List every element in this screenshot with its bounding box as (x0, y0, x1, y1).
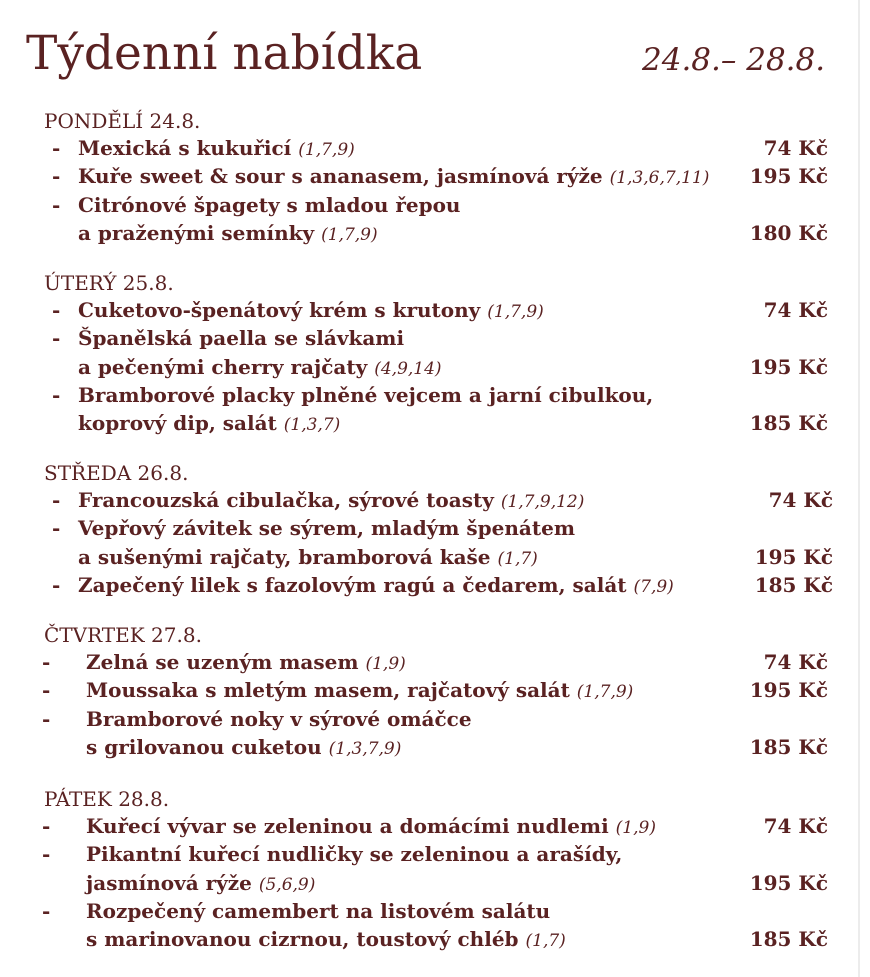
menu-item-line (86, 840, 622, 868)
menu-item-price: 195 Kč (754, 544, 833, 569)
menu-item-line (78, 381, 653, 409)
menu-item-price: 185 Kč (749, 927, 828, 952)
menu-item-line (78, 191, 460, 219)
item-dash: - (52, 298, 61, 322)
menu-item-name: Zelná se uzeným masem (86, 650, 359, 674)
item-dash: - (42, 650, 51, 674)
menu-item-line (78, 409, 340, 439)
day-heading: PONDĚLÍ 24.8. (44, 109, 201, 133)
menu-item-name: Moussaka s mletým masem, rajčatový salát (86, 678, 570, 703)
day-heading: PÁTEK 28.8. (44, 787, 170, 811)
allergen-codes: (1,7,9,12) (500, 492, 585, 512)
allergen-codes: (4,9,14) (374, 358, 442, 379)
menu-item-line (78, 353, 442, 383)
item-dash: - (42, 678, 51, 703)
allergen-codes: (5,6,9) (258, 874, 316, 895)
menu-item-line (78, 134, 355, 164)
item-dash: - (42, 706, 51, 731)
menu-item-line (86, 869, 315, 899)
menu-item-line (86, 705, 472, 733)
item-dash: - (42, 842, 51, 867)
menu-item-name: Zapečený lilek s fazolovým ragú a čedarem, salát (78, 572, 627, 597)
menu-item-name: jasmínová rýže (86, 870, 252, 895)
day-heading: STŘEDA 26.8. (44, 461, 189, 485)
menu-item-name: Citrónové špagety s mladou řepou (78, 192, 461, 217)
menu-item-line (78, 162, 709, 192)
item-dash: - (52, 136, 61, 160)
menu-item-price: 185 Kč (749, 411, 828, 436)
menu-item-price: 195 Kč (749, 164, 828, 189)
allergen-codes: (1,7,9) (576, 682, 634, 703)
menu-item-name: Cuketovo-špenátový krém s krutony (78, 298, 481, 322)
menu-item-price: 74 Kč (763, 298, 828, 322)
menu-item-price: 74 Kč (768, 488, 833, 512)
menu-item-price: 195 Kč (749, 870, 828, 895)
item-dash: - (52, 164, 61, 189)
allergen-codes: (1,9) (365, 654, 406, 674)
item-dash: - (52, 516, 61, 541)
menu-item-name: Mexická s kukuřicí (78, 136, 292, 160)
menu-item-price: 74 Kč (763, 814, 828, 838)
menu-item-line (86, 897, 550, 925)
menu-item-line (86, 925, 566, 955)
menu-item-price: 185 Kč (754, 572, 833, 597)
item-dash: - (52, 488, 61, 512)
menu-item-name: Bramborové placky plněné vejcem a jarní cibulkou, (78, 382, 654, 407)
menu-item-name: Španělská paella se slávkami (78, 326, 405, 351)
item-dash: - (52, 382, 61, 407)
menu-item-line (78, 324, 404, 352)
allergen-codes: (1,3,7) (283, 415, 341, 436)
menu-item-price: 180 Kč (749, 220, 828, 245)
menu-item-name: Kuřecí vývar se zeleninou a domácími nudlemi (86, 814, 609, 838)
allergen-codes: (1,3,7,9) (328, 738, 402, 759)
item-dash: - (42, 814, 51, 838)
allergen-codes: (1,7,9) (487, 302, 544, 322)
item-dash: - (52, 192, 61, 217)
date-range: 24.8.– 28.8. (642, 42, 826, 78)
menu-item-line (78, 543, 538, 573)
allergen-codes: (1,7) (525, 931, 566, 952)
menu-item-name: a praženými semínky (78, 220, 315, 245)
menu-item-name: koprový dip, salát (78, 411, 277, 436)
menu-item-name: s grilovanou cuketou (86, 734, 322, 759)
menu-item-line (86, 812, 656, 842)
menu-item-name: Bramborové noky v sýrové omáčce (86, 706, 472, 731)
menu-item-price: 195 Kč (749, 678, 828, 703)
page-title: Týdenní nabídka (26, 26, 423, 81)
menu-item-price: 195 Kč (749, 354, 828, 379)
menu-item-price: 74 Kč (763, 650, 828, 674)
menu-item-line (78, 486, 584, 516)
item-dash: - (42, 898, 51, 923)
allergen-codes: (1,7,9) (321, 224, 378, 245)
menu-item-line (78, 296, 544, 326)
menu-item-name: Kuře sweet & sour s ananasem, jasmínová rýže (78, 164, 603, 189)
day-heading: ÚTERÝ 25.8. (44, 271, 174, 295)
menu-item-name: a pečenými cherry rajčaty (78, 354, 368, 379)
menu-item-price: 185 Kč (749, 734, 828, 759)
menu-item-name: a sušenými rajčaty, bramborová kaše (78, 544, 491, 569)
menu-item-name: Francouzská cibulačka, sýrové toasty (78, 488, 494, 512)
menu-item-name: s marinovanou cizrnou, toustový chléb (86, 927, 519, 952)
allergen-codes: (7,9) (633, 576, 674, 597)
allergen-codes: (1,9) (615, 818, 656, 838)
menu-item-line (78, 571, 674, 601)
menu-item-name: Vepřový závitek se sýrem, mladým špenátem (78, 516, 576, 541)
allergen-codes: (1,3,6,7,11) (609, 168, 710, 189)
menu-item-line (86, 676, 633, 706)
menu-item-price: 74 Kč (763, 136, 828, 160)
day-heading: ČTVRTEK 27.8. (44, 623, 202, 647)
allergen-codes: (1,7) (497, 548, 538, 569)
menu-item-line (86, 648, 406, 678)
menu-item-name: Rozpečený camembert na listovém salátu (86, 898, 551, 923)
allergen-codes: (1,7,9) (298, 140, 355, 160)
menu-item-line (78, 514, 575, 542)
menu-item-name: Pikantní kuřecí nudličky se zeleninou a arašídy, (86, 842, 623, 867)
item-dash: - (52, 326, 61, 351)
menu-item-line (86, 733, 401, 763)
menu-item-line (78, 219, 378, 249)
item-dash: - (52, 572, 61, 597)
